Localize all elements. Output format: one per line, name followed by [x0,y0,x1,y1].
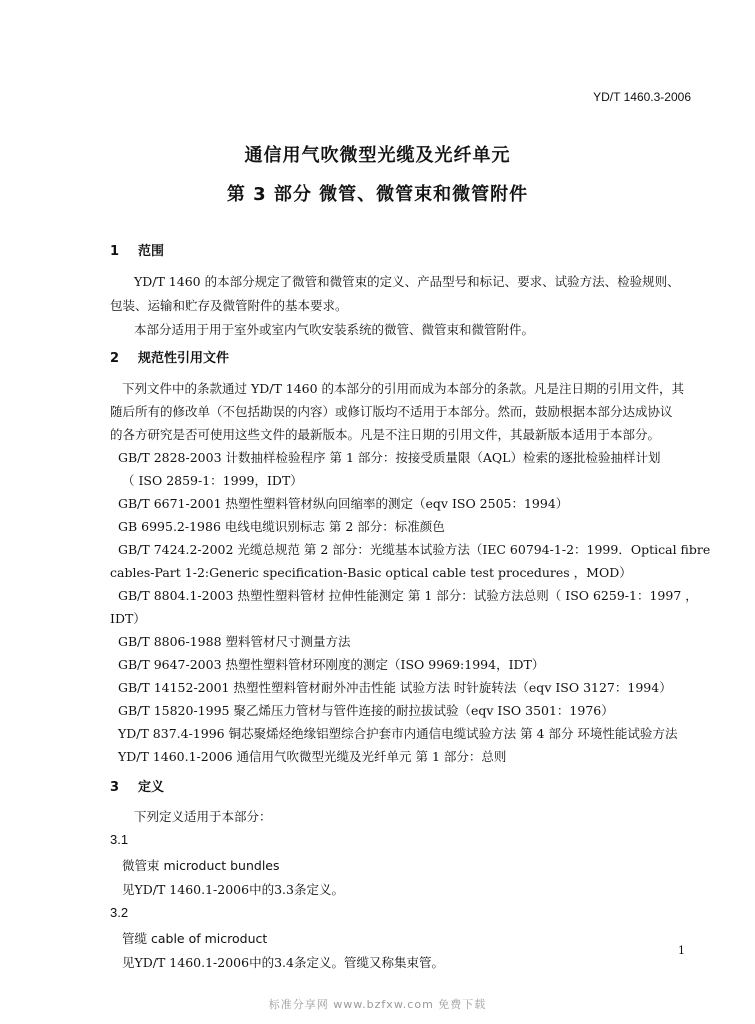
reference-gb-t-6671: GB/T 6671-2001 热塑性塑料管材纵向回缩率的测定（eqv ISO 2505：1994） [118,496,569,511]
reference-yd-t-1460-1: YD/T 1460.1-2006 通信用气吹微型光缆及光纤单元 第 1 部分：总则 [118,749,507,764]
reference-gb-t-7424-2-cont: cables-Part 1-2:Generic specification-Basic optical cable test procedures ，MOD） [110,565,632,580]
reference-gb-t-14152: GB/T 14152-2001 热塑性塑料管材耐外冲击性能 试验方法 时针旋转法（eqv ISO 3127：1994） [118,680,672,695]
term-cable-of-microduct: 管缆 cable of microduct [122,931,268,946]
watermark: 标准分享网 www.bzfxw.com 免费下载 [268,998,487,1011]
section-number: 1 [110,244,120,259]
subclause-number-3-1: 3.1 [110,832,129,847]
section-title: 范围 [138,244,165,259]
reference-yd-t-837-4: YD/T 837.4-1996 铜芯聚烯烃绝缘铝塑综合护套市内通信电缆试验方法 第 4 部分 环境性能试验方法 [118,726,678,741]
term-microduct-bundles: 微管束 microduct bundles [122,858,280,873]
definitions-intro: 下列定义适用于本部分： [134,809,272,824]
reference-gb-t-7424-2: GB/T 7424.2-2002 光缆总规范 第 2 部分：光缆基本试验方法（IEC 60794-1-2：1999．Optical fibre [118,542,711,557]
section-heading-definitions [110,776,164,795]
reference-gb-t-2828: GB/T 2828-2003 计数抽样检验程序 第 1 部分：按接受质量限（AQL）检索的逐批检验抽样计划 [118,450,661,465]
page-number: 1 [678,944,685,957]
normative-intro-line-2: 随后所有的修改单（不包括勘误的内容）或修订版均不适用于本部分。然而，鼓励根据本部分达成协议 [110,404,673,419]
reference-gb-t-15820: GB/T 15820-1995 聚乙烯压力管材与管件连接的耐拉拔试验（eqv ISO 3501：1976） [118,703,614,718]
section-title: 定义 [138,780,165,795]
reference-gb-t-2828-cont: （ ISO 2859-1：1999，IDT） [122,473,303,488]
reference-gb-t-8806: GB/T 8806-1988 塑料管材尺寸测量方法 [118,634,351,649]
document-title: 通信用气吹微型光缆及光纤单元 [244,145,511,166]
document-subtitle: 第 3 部分 微管、微管束和微管附件 [226,184,529,205]
reference-gb-t-8804-1: GB/T 8804.1-2003 热塑性塑料管材 拉伸性能测定 第 1 部分：试验方法总则（ ISO 6259-1：1997 ， [118,588,698,603]
section-number: 3 [110,780,120,795]
reference-gb-t-9647: GB/T 9647-2003 热塑性塑料管材环刚度的测定（ISO 9969:1994，IDT） [118,657,545,672]
definition-cable-of-microduct: 见YD/T 1460.1-2006中的3.4条定义。管缆又称集束管。 [122,955,444,970]
scope-paragraph-2: 本部分适用于用于室外或室内气吹安装系统的微管、微管束和微管附件。 [134,322,535,337]
section-heading-scope [110,240,164,259]
standard-code: YD/T 1460.3-2006 [593,90,691,104]
section-number: 2 [110,351,120,366]
definition-microduct-bundles: 见YD/T 1460.1-2006中的3.3条定义。 [122,882,344,897]
section-heading-normative [110,347,229,366]
scope-paragraph-1-line-2: 包装、运输和贮存及微管附件的基本要求。 [110,298,348,313]
normative-intro-line-3: 的各方研究是否可使用这些文件的最新版本。凡是不注日期的引用文件，其最新版本适用于本部分。 [110,427,661,442]
reference-gb-t-8804-1-cont: IDT） [110,611,146,626]
subclause-number-3-2: 3.2 [110,905,129,920]
scope-paragraph-1-line-1: YD/T 1460 的本部分规定了微管和微管束的定义、产品型号和标记、要求、试验方法、检验规则、 [134,274,680,289]
section-title: 规范性引用文件 [138,351,230,366]
reference-gb-6995-2: GB 6995.2-1986 电线电缆识别标志 第 2 部分：标准颜色 [118,519,445,534]
normative-intro-line-1: 下列文件中的条款通过 YD/T 1460 的本部分的引用而成为本部分的条款。凡是注日期的引用文件，其 [122,381,685,396]
